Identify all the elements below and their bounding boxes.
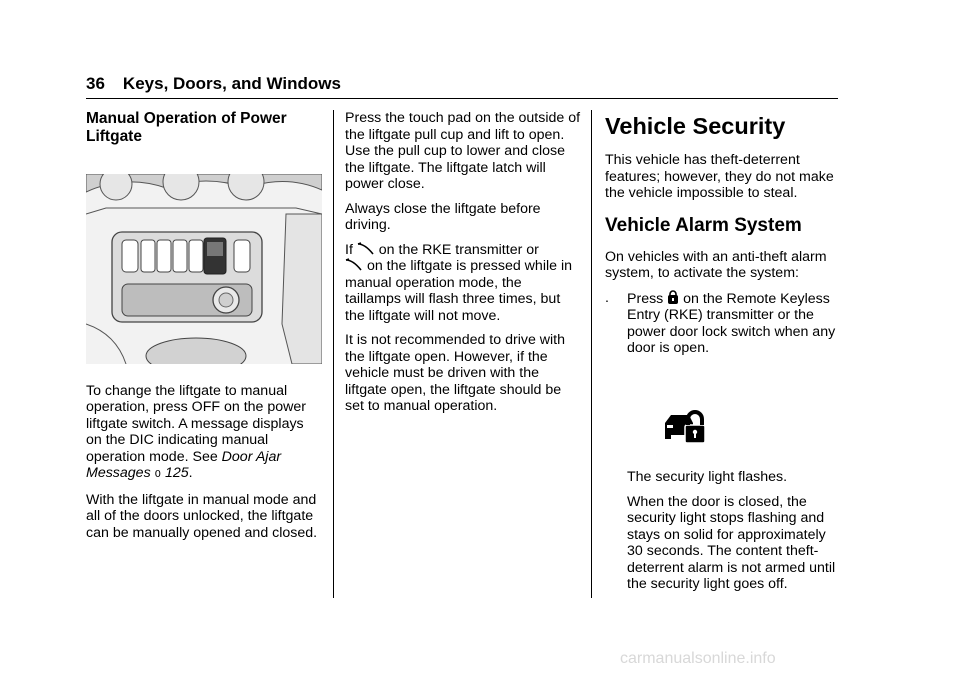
liftgate-icon [357,242,375,256]
column-2 [345,110,581,423]
paragraph: This vehicle has theft-deterrent features; however, they do not make the vehicle impossible to steal. [605,152,834,201]
paragraph: On vehicles with an anti-theft alarm system, to activate the system: [605,248,827,281]
paragraph-text: To change the liftgate to manual operation, press OFF on the power liftgate switch. A message displays on the DIC indicating manual operation mode. See [86,382,307,465]
paragraph: When the door is closed, the security light stops flashing and stays on solid for approximately 30 seconds. The content theft-deterrent alarm is not armed until the security light goes off. [627,493,836,592]
text-fragment: on the liftgate is pressed while in manual operation mode, the taillamps will flash three times, but the liftgate will not move. [345,258,572,324]
paragraph-with-icons [345,242,581,325]
column-divider-2 [591,110,592,598]
period: . [188,465,193,481]
column-1 [86,110,322,549]
section-heading: Manual Operation of Power Liftgate [86,110,287,145]
text-fragment: Press [627,290,664,307]
text-fragment: on the RKE transmitter or [378,241,539,258]
watermark: carmanualsonline.info [620,650,776,667]
paragraph: Always close the liftgate before driving. [345,200,541,233]
column-divider-1 [333,110,334,598]
paragraph: With the liftgate in manual mode and all of the doors unlocked, the liftgate can be manually opened and closed. [86,491,318,541]
liftgate-switch-photo [86,174,322,364]
page-reference[interactable]: 125 [164,465,189,481]
cross-reference-link[interactable]: Door Ajar Messages [86,448,282,481]
paragraph: The security light flashes. [627,469,788,485]
bullet-mark: . [605,289,609,306]
lock-icon [667,290,679,305]
subsection-title: Vehicle Alarm System [605,214,802,236]
liftgate-icon [345,258,363,272]
paragraph: It is not recommended to drive with the liftgate open. However, if the vehicle must be driven with the liftgate open, the liftgate should be set to manual operation. [345,332,566,414]
text-fragment: If [345,241,353,258]
text-fragment: on the Remote Keyless Entry (RKE) transmitter or the power door lock switch when any door is open. [627,290,836,356]
section-title-large: Vehicle Security [605,113,786,139]
list-item [605,290,841,357]
page-header [86,74,341,94]
column-3 [605,110,841,601]
page-number: 36 [86,74,105,93]
header-rule [86,98,838,99]
section-title: Keys, Doors, and Windows [122,74,341,93]
paragraph: Press the touch pad on the outside of the liftgate pull cup and lift to open. Use the pull cup to lower and close the liftgate. The liftgate latch will power close. [345,110,581,192]
page-reference-icon: 0 [154,469,161,480]
security-light-icon [663,405,705,445]
